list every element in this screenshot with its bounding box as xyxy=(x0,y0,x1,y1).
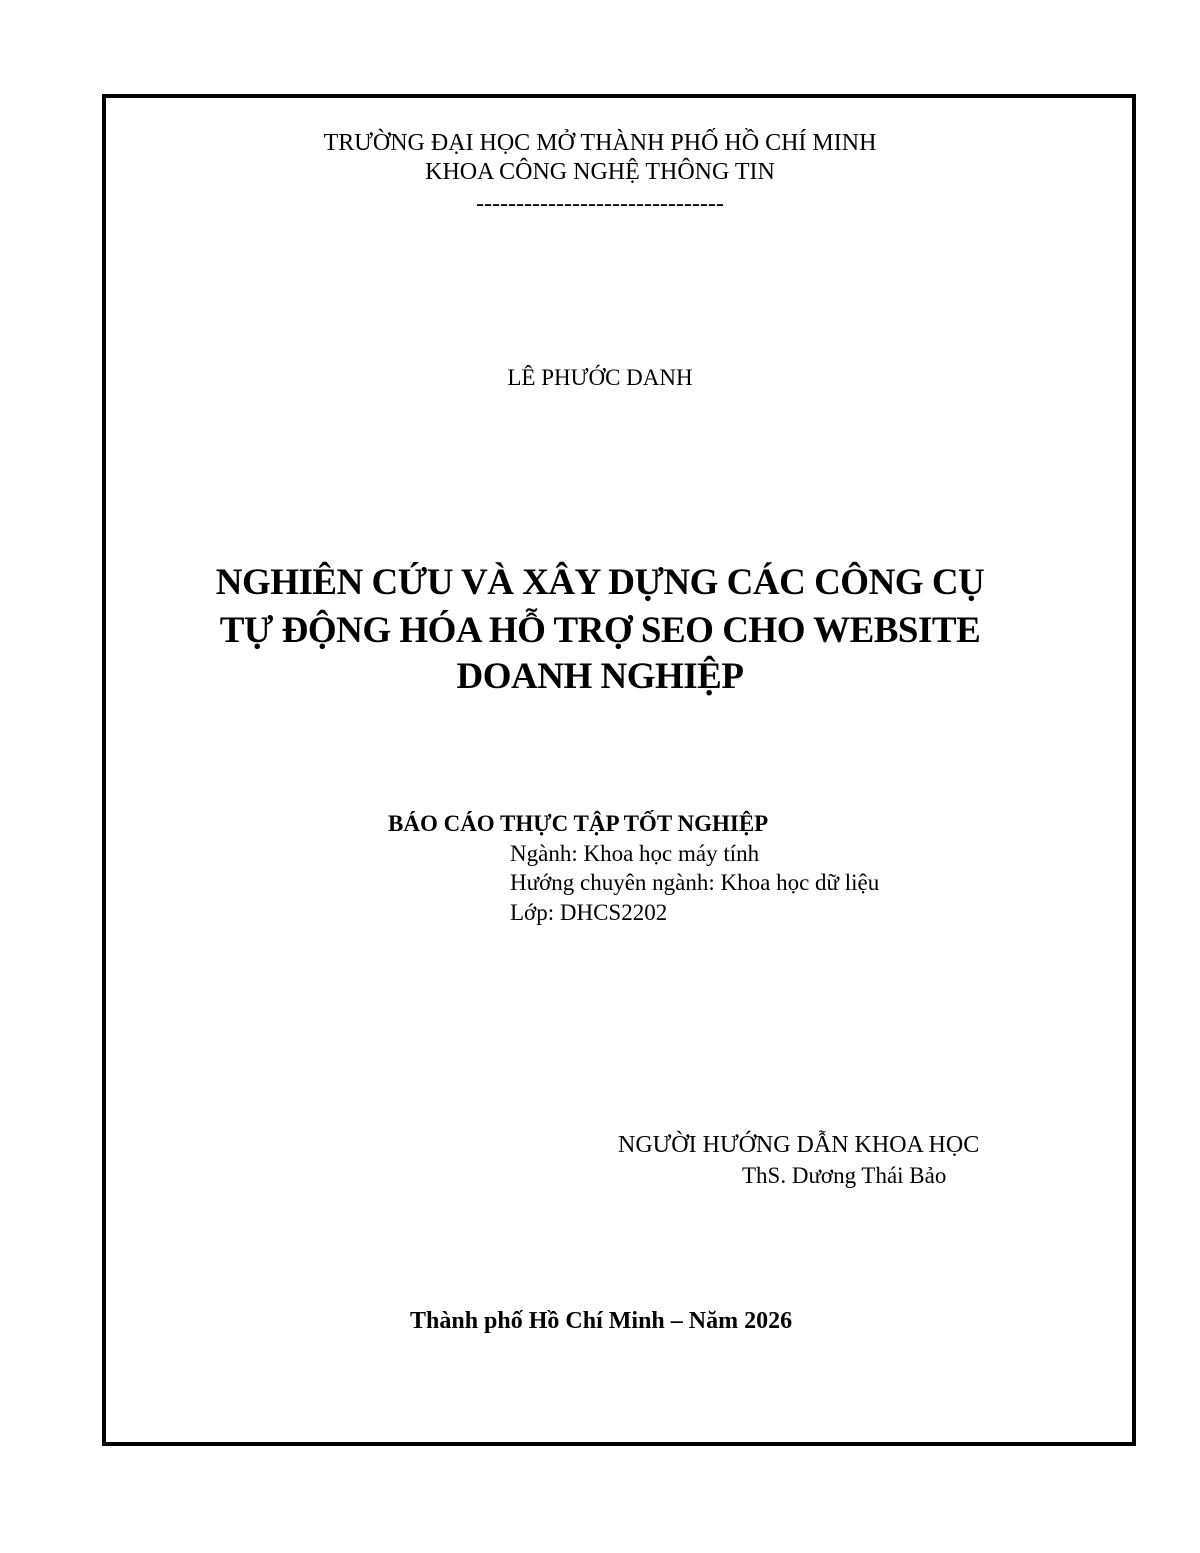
author-name: LÊ PHƯỚC DANH xyxy=(507,365,693,390)
class-text: Lớp: DHCS2202 xyxy=(510,900,668,925)
faculty-name: KHOA CÔNG NGHỆ THÔNG TIN xyxy=(425,159,775,185)
thesis-title-line-3: DOANH NGHIỆP xyxy=(456,656,744,697)
specialization-text: Hướng chuyên ngành: Khoa học dữ liệu xyxy=(510,870,880,895)
page-border xyxy=(102,94,1136,1446)
advisor-label: NGƯỜI HƯỚNG DẪN KHOA HỌC xyxy=(618,1132,980,1158)
place-and-year: Thành phố Hồ Chí Minh – Năm 2026 xyxy=(410,1308,793,1334)
advisor-name: ThS. Dương Thái Bảo xyxy=(742,1163,947,1188)
major-text: Ngành: Khoa học máy tính xyxy=(510,841,760,866)
thesis-title-line-2: TỰ ĐỘNG HÓA HỖ TRỢ SEO CHO WEBSITE xyxy=(219,610,981,651)
thesis-title-line-1: NGHIÊN CỨU VÀ XÂY DỰNG CÁC CÔNG CỤ xyxy=(215,562,985,603)
university-name: TRƯỜNG ĐẠI HỌC MỞ THÀNH PHỐ HỒ CHÍ MINH xyxy=(323,130,877,156)
report-type-label: BÁO CÁO THỰC TẬP TỐT NGHIỆP xyxy=(388,811,769,836)
header-divider: ------------------------------- xyxy=(476,191,724,217)
